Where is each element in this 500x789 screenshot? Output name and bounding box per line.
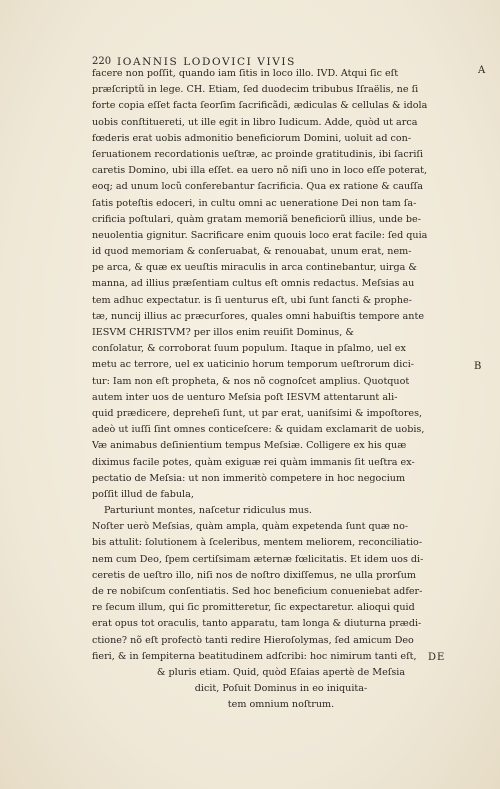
text-line: uobis conſtituereti, ut ille egit in libro Iudicum. Adde, quòd ut arca bbox=[92, 116, 418, 128]
text-line: fœderis erat uobis admonitio beneficiorum Domini, uoluit ad con- bbox=[92, 132, 412, 144]
page-number: 220 bbox=[92, 56, 112, 67]
text-line: crificia poſtulari, quàm gratam memoriã beneficiorũ illius, unde be- bbox=[92, 213, 421, 225]
text-line: nem cum Deo, ſpem certiſsimam æternæ fœlicitatis. Et idem uos di- bbox=[92, 553, 424, 565]
text-line: eoq; ad unum locũ conferebantur ſacrificia. Qua ex ratione & cauſſa bbox=[92, 181, 423, 193]
text-line: adeò ut iuſſi ſint omnes conticeſcere: & quidam exclamarit de uobis, bbox=[92, 424, 425, 436]
text-line: pe arca, & quæ ex ueuſtis miraculis in arca continebantur, uirga & bbox=[92, 262, 417, 274]
text-line: diximus facile potes, quàm exiguæ rei quàm immanis ſit ueſtra ex- bbox=[92, 456, 415, 468]
text-line: Væ animabus deſinientium tempus Meſsiæ. Colligere ex his quæ bbox=[92, 440, 407, 452]
verse-line: Parturiunt montes, naſcetur ridiculus mus. bbox=[104, 505, 312, 517]
text-line: & pluris etiam. Quid, quòd Eſaias apertè de Meſsia bbox=[156, 666, 406, 678]
text-line: neuolentia gignitur. Sacrificare enim quouis loco erat facile: ſed quia bbox=[92, 229, 428, 241]
text-line: manna, ad illius præſentiam cultus eſt omnis redactus. Meſsias au bbox=[92, 278, 415, 290]
text-line: ctione? nõ eſt profectò tanti redire Hieroſolymas, ſed amicum Deo bbox=[92, 634, 414, 646]
text-line: conſolatur, & corroborat ſuum populum. Itaque in pſalmo, uel ex bbox=[92, 343, 406, 355]
text-line: poſſit illud de fabula, bbox=[92, 488, 194, 500]
text-line: autem inter uos de uenturo Meſsia poſt IESVM attentarunt ali- bbox=[92, 391, 398, 403]
text-line: facere non poſſit, quando iam ſitis in loco illo. IVD. Atqui ſic eſt bbox=[92, 68, 399, 79]
text-line: caretis Domino, ubi illa eſſet. ea uero nõ niſi uno in loco eſſe poterat, bbox=[92, 165, 428, 177]
text-line: ſatis poteſtis edoceri, in cultu omni ac ueneratione Dei non tam ſa- bbox=[92, 197, 417, 209]
text-line: id quod memoriam & conſeruabat, & renouabat, unum erat, nem- bbox=[92, 246, 412, 258]
running-title: IOANNIS LODOVICI VIVIS bbox=[117, 56, 296, 68]
margin-letter-b: B bbox=[474, 361, 482, 372]
text-line: Noſter uerò Meſsias, quàm ampla, quàm expetenda ſunt quæ no- bbox=[92, 521, 409, 533]
text-line: dicit, Poſuit Dominus in eo iniquita- bbox=[194, 683, 368, 695]
text-line: erat opus tot oraculis, tanto apparatu, tam longa & diuturna prædi- bbox=[92, 618, 422, 630]
text-line: ceretis de ueſtro illo, niſi nos de noſtro dixiſſemus, ne ulla prorſum bbox=[92, 569, 416, 581]
text-line: IESVM CHRISTVM? per illos enim reuiſit Dominus, & bbox=[92, 327, 354, 338]
text-line: tur: Iam non eſt propheta, & nos nõ cognoſcet amplius. Quotquot bbox=[92, 375, 410, 387]
text-line: ſeruationem recordationis ueſtræ, ac proinde gratitudinis, ibi ſacriſi bbox=[92, 148, 424, 160]
margin-letter-a: A bbox=[478, 65, 486, 76]
text-line: fieri, & in ſempiterna beatitudinem adſcribi: hoc nimirum tanti eſt, bbox=[92, 650, 417, 662]
text-line: bis attulit: ſolutionem à ſceleribus, mentem meliorem, reconciliatio- bbox=[92, 537, 423, 549]
text-line: quid prædicere, depreheſi ſunt, ut par erat, uaniſsimi & impoſtores, bbox=[92, 407, 423, 419]
text-line: de re nobiſcum conſentiatis. Sed hoc beneficium conueniebat adfer- bbox=[92, 586, 423, 597]
text-block bbox=[92, 66, 470, 714]
text-line: forte copia eſſet facta ſeorſim ſacrificãdi, ædiculas & cellulas & idola bbox=[92, 100, 428, 112]
text-line: præſcriptũ in lege. CH. Etiam, ſed duodecim tribubus Iſraëlis, ne ſi bbox=[92, 84, 419, 96]
text-line: metu ac terrore, uel ex uaticinio horum temporum ueſtrorum dici- bbox=[92, 359, 415, 371]
text-line: tæ, nuncij illius ac præcurſores, quales omni habuiſtis tempore ante bbox=[92, 310, 424, 322]
text-line: pectatio de Meſsia: ut non immeritò competere in hoc negocium bbox=[92, 472, 406, 484]
text-line: tem omnium noſtrum. bbox=[227, 699, 335, 711]
catchword: DE bbox=[428, 652, 446, 663]
text-line: re ſecum illum, qui ſic promitteretur, ſic expectaretur. alioqui quid bbox=[92, 602, 415, 614]
text-line: tem adhuc expectatur. is ſi uenturus eſt, ubi ſunt ſancti & prophe- bbox=[92, 294, 412, 306]
